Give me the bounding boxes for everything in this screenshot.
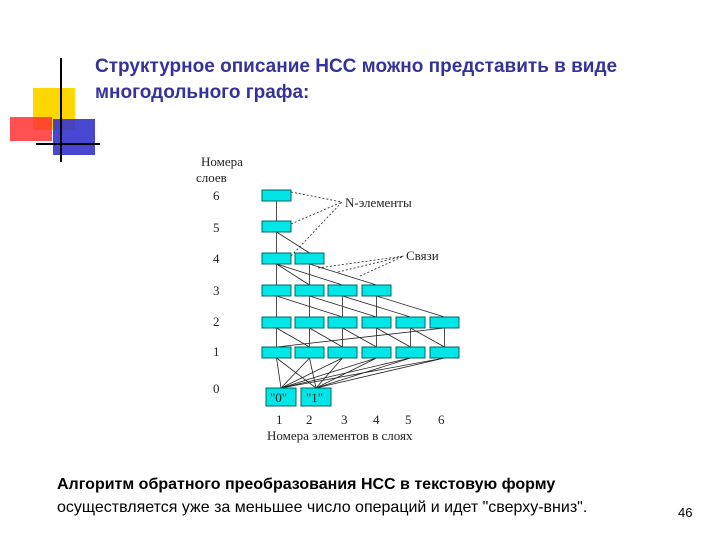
graph-edge bbox=[277, 264, 310, 285]
layer-number: 6 bbox=[213, 188, 220, 203]
graph-node bbox=[262, 221, 291, 232]
footer-text bbox=[57, 473, 677, 519]
graph-edge bbox=[277, 358, 282, 388]
elements-axis-label: Номера элементов в слоях bbox=[267, 428, 413, 443]
footer-line-2: осуществляется уже за меньшее число операций и идет "сверху-вниз". bbox=[57, 499, 588, 516]
annotation-leader bbox=[338, 256, 404, 272]
graph-node bbox=[362, 285, 391, 296]
graph-node bbox=[430, 317, 459, 328]
heading-line-1: Структурное описание НСС можно представить в виде bbox=[95, 56, 618, 77]
graph-node bbox=[262, 253, 291, 264]
graph-node bbox=[262, 190, 291, 201]
layer-number: 2 bbox=[213, 314, 220, 329]
graph-node bbox=[362, 317, 391, 328]
graph-node bbox=[328, 347, 357, 358]
annotation-leader bbox=[291, 192, 342, 202]
graph-node bbox=[262, 347, 291, 358]
layer-number: 5 bbox=[213, 220, 220, 235]
element-number: 3 bbox=[341, 412, 348, 427]
graph-edge bbox=[310, 264, 377, 285]
annotation-leader bbox=[291, 202, 342, 224]
element-number: 2 bbox=[306, 412, 313, 427]
zero-terminal-label: "0" bbox=[270, 390, 288, 405]
layers-label-line-2: слоев bbox=[196, 170, 227, 185]
one-terminal-label: "1" bbox=[306, 390, 324, 405]
element-number: 4 bbox=[373, 412, 380, 427]
graph-node bbox=[328, 317, 357, 328]
graph-node bbox=[396, 347, 425, 358]
graph-edge bbox=[281, 358, 343, 388]
layer-number: 4 bbox=[213, 251, 220, 266]
annotation-leader bbox=[318, 256, 404, 268]
graph-edge bbox=[310, 296, 377, 317]
graph-node bbox=[295, 285, 324, 296]
graph-node bbox=[295, 347, 324, 358]
layer-number: 0 bbox=[213, 381, 220, 396]
graph-node bbox=[396, 317, 425, 328]
graph-node bbox=[362, 347, 391, 358]
element-number: 5 bbox=[405, 412, 412, 427]
graph-edge bbox=[277, 328, 445, 347]
element-number: 6 bbox=[438, 412, 445, 427]
graph-node bbox=[295, 317, 324, 328]
graph-node bbox=[430, 347, 459, 358]
graph-edge bbox=[316, 358, 445, 388]
graph-edge bbox=[377, 296, 445, 317]
graph-node bbox=[262, 317, 291, 328]
layer-number: 3 bbox=[213, 283, 220, 298]
heading-line-2: многодольного графа: bbox=[95, 82, 310, 103]
layers-label-line-1: Номера bbox=[201, 154, 243, 169]
graph-edge bbox=[411, 328, 445, 347]
links-annotation: Связи bbox=[406, 248, 439, 263]
graph-edge bbox=[281, 358, 411, 388]
footer-line-1: Алгоритм обратного преобразования НСС в текстовую форму bbox=[57, 476, 556, 493]
graph-edge bbox=[277, 232, 310, 253]
element-number: 1 bbox=[276, 412, 283, 427]
graph-node bbox=[328, 285, 357, 296]
nelements-annotation: N-элементы bbox=[345, 195, 412, 210]
graph-node bbox=[295, 253, 324, 264]
layer-number: 1 bbox=[213, 344, 220, 359]
graph-edge bbox=[377, 328, 411, 347]
annotation-leader bbox=[291, 202, 342, 256]
graph-node bbox=[262, 285, 291, 296]
graph-edge bbox=[310, 328, 343, 347]
page-number: 46 bbox=[678, 505, 693, 520]
